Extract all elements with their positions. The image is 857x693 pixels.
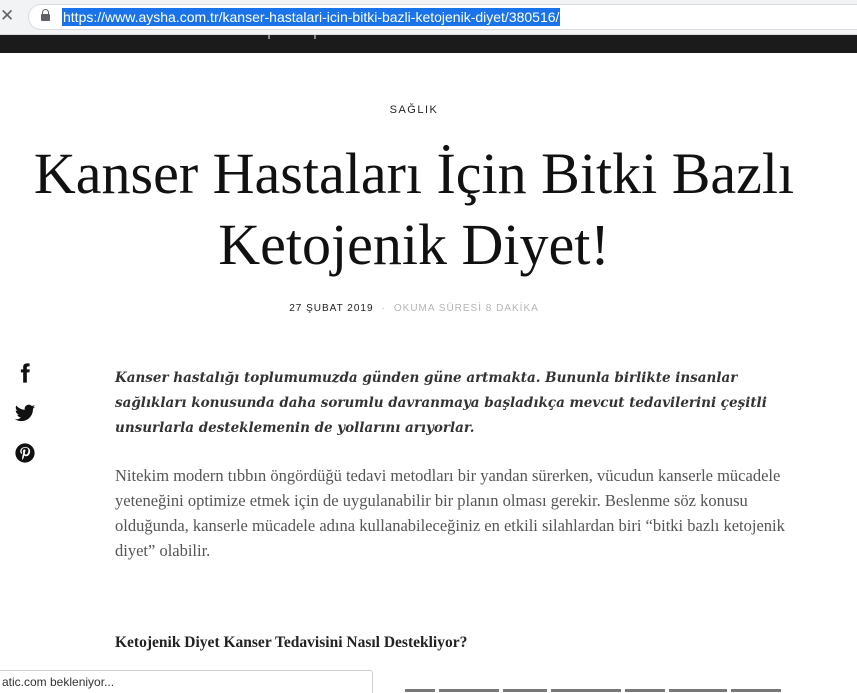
publish-date: 27 ŞUBAT 2019 (289, 303, 374, 314)
read-time: OKUMA SÜRESİ 8 DAKİKA (393, 303, 539, 314)
article-meta (0, 303, 828, 314)
address-bar[interactable] (28, 4, 857, 30)
facebook-icon[interactable] (14, 362, 36, 384)
clipped-text-line (405, 684, 805, 693)
browser-toolbar (0, 0, 857, 35)
article-subheading: Ketojenik Diyet Kanser Tedavisini Nasıl Destekliyor? (115, 634, 468, 651)
pinterest-icon[interactable] (14, 442, 36, 464)
url-text[interactable]: https://www.aysha.com.tr/kanser-hastalari-icin-bitki-bazli-ketojenik-diyet/380516/ (63, 9, 560, 25)
article-title: Kanser Hastaları İçin Bitki Bazlı Ketojenik Diyet! (33, 141, 795, 277)
close-icon[interactable]: ✕ (0, 6, 15, 26)
article-category[interactable]: SAĞLIK (389, 104, 439, 116)
browser-status-bar: atic.com bekleniyor... (0, 670, 373, 693)
article-lead: Kanser hastalığı toplumumuzda günden güne artmakta. Bununla birlikte insanlar sağlıkları konusunda daha sorumlu davranmaya başladıkça mevcut tedavilerini çeşitli unsurlarla desteklemenin de yollarını arıyorlar. (115, 370, 767, 436)
article-paragraph: Nitekim modern tıbbın öngördüğü tedavi metodları bir yandan sürerken, vücudun kanserle mücadele yeteneğini optimize etmek için de uygulanabilir bir planın olması gerekir. Beslenme söz konusu olduğunda, kanserle mücadele adına kullanabileceğiniz en etkili silahlardan biri “bitki bazlı ketojenik diyet” olabilir. (115, 466, 785, 560)
lock-icon[interactable] (41, 13, 50, 22)
meta-separator: · (381, 303, 386, 314)
site-header-bar (0, 35, 857, 53)
share-bar (14, 362, 38, 482)
twitter-icon[interactable] (14, 402, 36, 424)
